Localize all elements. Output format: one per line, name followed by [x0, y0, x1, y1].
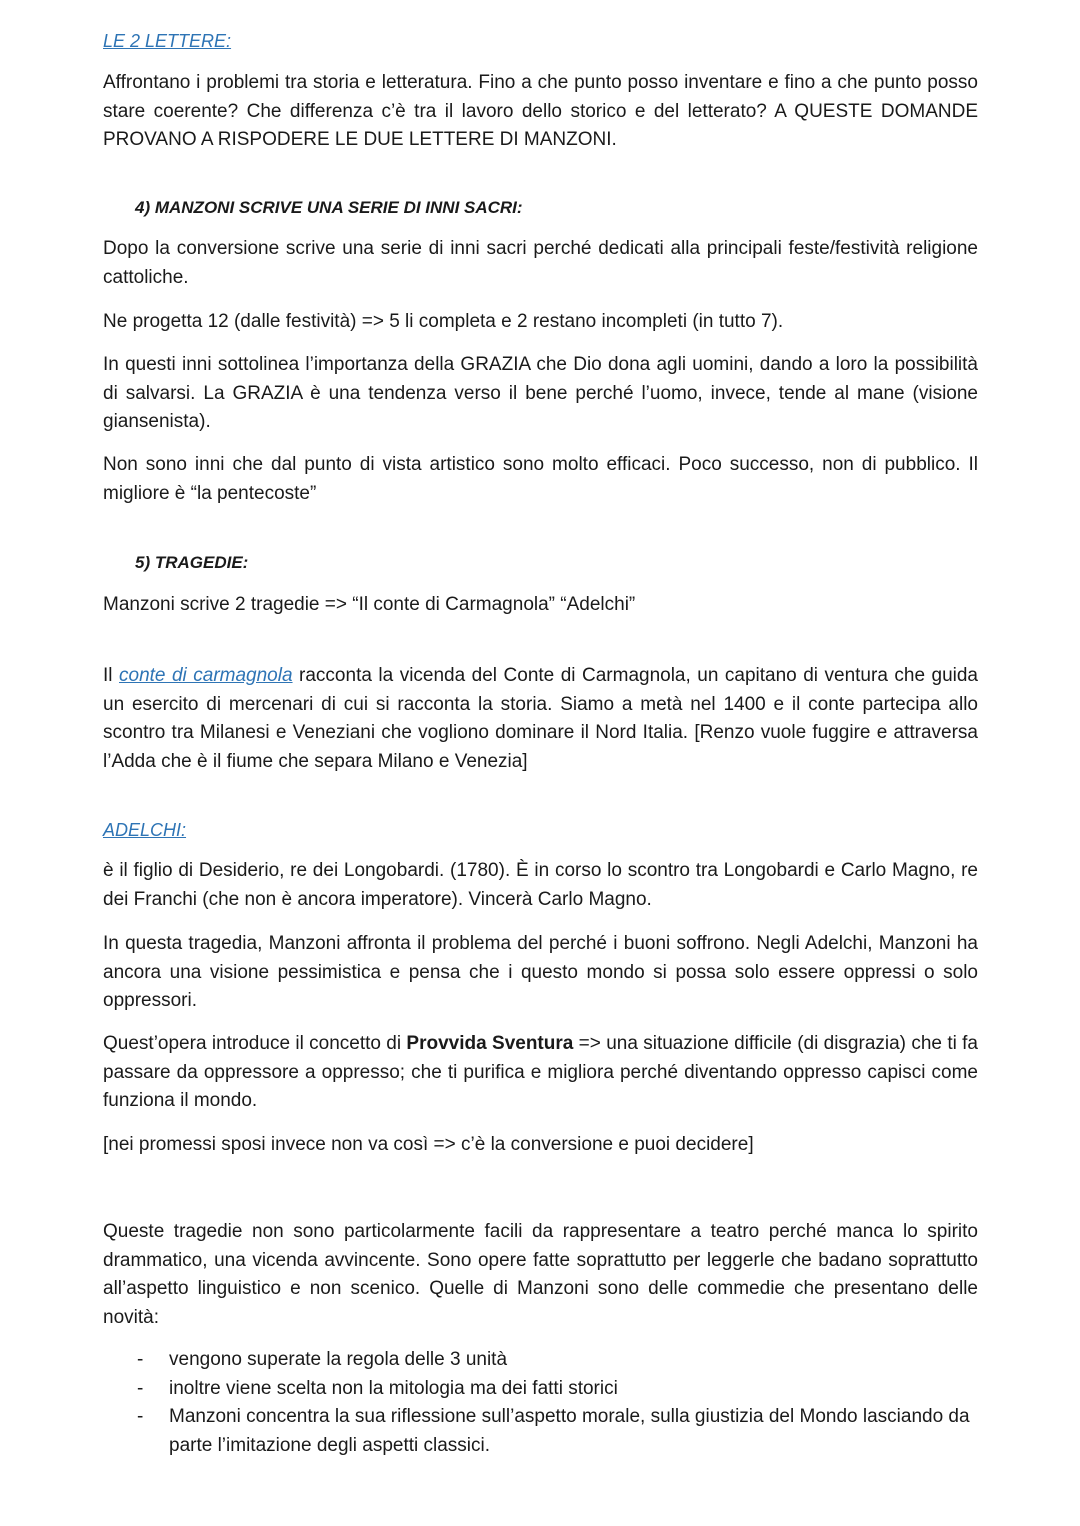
paragraph-adelchi-1: è il figlio di Desiderio, re dei Longobardi. (1780). È in corso lo scontro tra Longobardi e Carlo Magno, re dei Franchi (che non è ancora imperatore). Vincerà Carlo Magno.: [103, 860, 978, 910]
list-item-text: inoltre viene scelta non la mitologia ma dei fatti storici: [169, 1377, 618, 1399]
list-dash: -: [137, 1349, 144, 1370]
list-dash: -: [137, 1406, 144, 1427]
provvida-sventura-term: Provvida Sventura: [406, 1033, 574, 1054]
paragraph-teatro: Queste tragedie non sono particolarmente facili da rappresentare a teatro perché manca lo spirito drammatico, una vicenda avvincente. Sono opere fatte soprattutto per leggerle che badano soprattutto all’aspetto linguistico e non scenico. Quelle di Manzoni sono delle commedie che presentano delle novità:: [103, 1221, 978, 1328]
heading-tragedie: 5) TRAGEDIE:: [135, 553, 249, 572]
paragraph-carmagnola: [103, 662, 978, 776]
heading-adelchi: ADELCHI:: [103, 820, 187, 840]
list-dash: -: [137, 1377, 144, 1399]
paragraph-provvida-sventura: [103, 1030, 978, 1116]
paragraph-inni-2: Ne progetta 12 (dalle festività) => 5 li completa e 2 restano incompleti (in tutto 7).: [103, 311, 784, 332]
paragraph-inni-1: Dopo la conversione scrive una serie di inni sacri perché dedicati alla principali feste/festività religione cattoliche.: [103, 238, 978, 288]
paragraph-inni-4: Non sono inni che dal punto di vista artistico sono molto efficaci. Poco successo, non di pubblico. Il migliore è “la pentecoste”: [103, 454, 978, 504]
provvida-prefix: Quest’opera introduce il concetto di: [103, 1033, 407, 1054]
list-item: [103, 1403, 978, 1460]
paragraph-adelchi-2: In questa tragedia, Manzoni affronta il problema del perché i buoni soffrono. Negli Adelchi, Manzoni ha ancora una visione pessimistica e pensa che i questo mondo si possa solo essere oppressi o solo oppressori.: [103, 933, 978, 1011]
paragraph-promessi-sposi: [nei promessi sposi invece non va così => c’è la conversione e puoi decidere]: [103, 1134, 754, 1155]
paragraph-inni-3: In questi inni sottolinea l’importanza della GRAZIA che Dio dona agli uomini, dando a loro la possibilità di salvarsi. La GRAZIA è una tendenza verso il bene perché l’uomo, invece, tende al mane (visione giansenista).: [103, 354, 978, 432]
carmagnola-prefix: Il: [103, 665, 119, 686]
heading-inni-sacri: 4) MANZONI SCRIVE UNA SERIE DI INNI SACRI:: [135, 198, 523, 217]
conte-di-carmagnola-link[interactable]: conte di carmagnola: [119, 665, 293, 686]
heading-le-2-lettere: LE 2 LETTERE:: [103, 31, 232, 51]
list-item-text: vengono superate la regola delle 3 unità: [169, 1349, 508, 1370]
novita-list: [103, 1346, 978, 1460]
list-item: [103, 1375, 978, 1404]
provvida-text: => una situazione difficile (di disgrazia) che ti fa passare da oppressore a oppresso; che ti purifica e migliora perché diventando oppresso capisci come funziona il mondo.: [103, 1033, 979, 1111]
list-item: [103, 1346, 978, 1375]
list-item-text: Manzoni concentra la sua riflessione sull’aspetto morale, sulla giustizia del Mondo lasciando da parte l’imitazione degli aspetti classici.: [169, 1406, 970, 1456]
paragraph-lettere: Affrontano i problemi tra storia e letteratura. Fino a che punto posso inventare e fino a che punto posso stare coerente? Che differenza c’è tra il lavoro dello storico e del letterato? A QUESTE DOMANDE PROVANO A RISPODERE LE DUE LETTERE DI MANZONI.: [103, 72, 978, 150]
carmagnola-text: racconta la vicenda del Conte di Carmagnola, un capitano di ventura che guida un esercito di mercenari di cui si racconta la storia. Siamo a metà nel 1400 e il conte partecipa allo scontro tra Milanesi e Veneziani che vogliono dominare il Nord Italia. [Renzo vuole fuggire e attraversa l’Adda che è il fiume che separa Milano e Venezia]: [103, 665, 979, 772]
paragraph-tragedie-1: Manzoni scrive 2 tragedie => “Il conte di Carmagnola” “Adelchi”: [103, 594, 636, 615]
